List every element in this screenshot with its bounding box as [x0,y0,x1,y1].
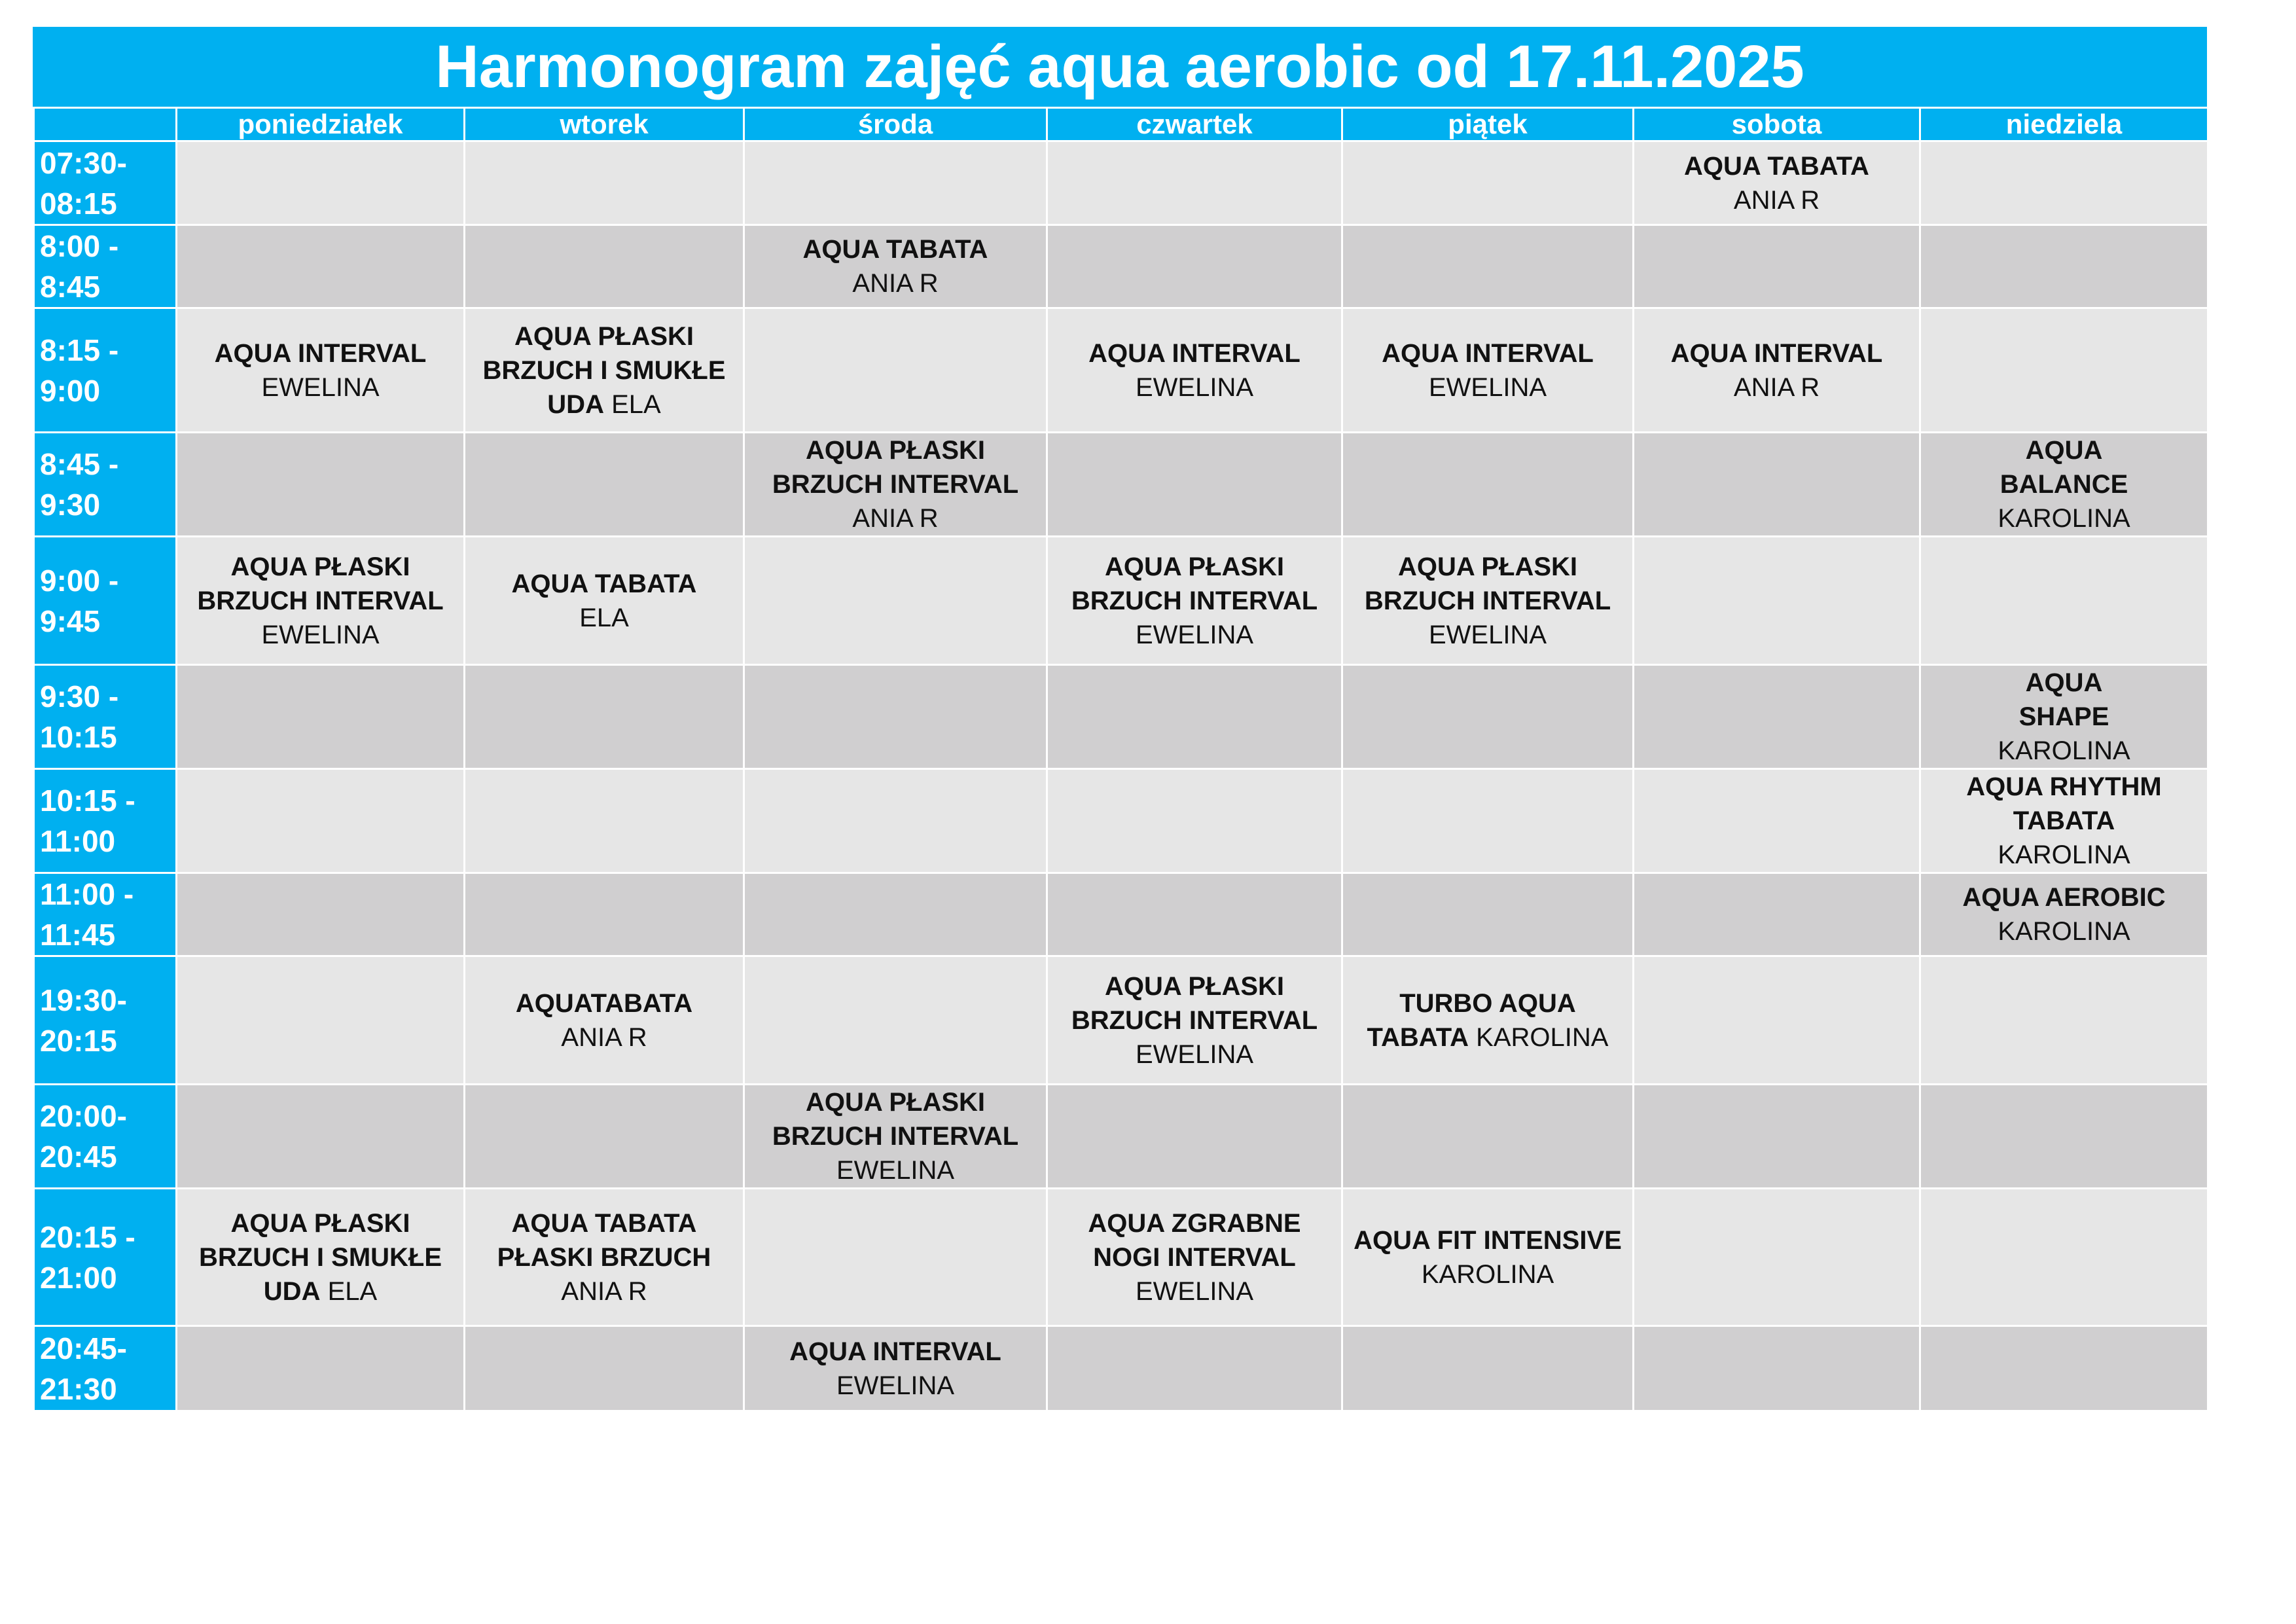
class-name-line [749,1085,1042,1119]
empty-cell [1342,873,1634,956]
schedule-body [34,141,2208,1411]
time-start: 8:00 - [40,229,119,263]
time-slot-label [34,1189,177,1326]
class-cell [465,956,744,1085]
class-name: AQUA AEROBIC [1962,883,2166,912]
class-name-line [181,550,459,584]
class-name-line [1925,666,2203,700]
class-name: BRZUCH INTERVAL [772,470,1019,499]
class-name: BRZUCH I SMUKŁE [198,1242,442,1272]
empty-cell [465,769,744,873]
empty-cell [1047,665,1342,769]
empty-cell [1047,225,1342,308]
class-name-line [469,986,739,1020]
class-name-line [1638,336,1915,370]
empty-cell [1047,1326,1342,1411]
class-cell [1342,308,1634,433]
empty-cell [744,537,1047,665]
instructor-name: ANIA R [852,269,939,298]
class-name: UDA [263,1276,321,1306]
class-name: AQUA [2025,668,2103,697]
time-slot-row [34,1085,2208,1189]
time-slot-row [34,433,2208,537]
instructor-name: ANIA R [561,1022,647,1052]
time-start: 19:30- [40,983,127,1017]
time-slot-row [34,537,2208,665]
class-name-line [1052,1206,1337,1240]
time-end: 10:15 [40,720,117,754]
empty-cell [1342,665,1634,769]
class-name-line [181,336,459,370]
time-end: 08:15 [40,186,117,221]
empty-cell [1634,537,1920,665]
time-slot-label [34,873,177,956]
empty-cell [744,308,1047,433]
empty-cell [744,769,1047,873]
instructor-name: ANIA R [561,1276,647,1306]
class-name-line [469,1240,739,1274]
instructor-name: KAROLINA [1421,1259,1554,1289]
empty-cell [465,873,744,956]
class-name: AQUA PŁASKI [805,436,986,465]
empty-cell [1920,1085,2208,1189]
time-start: 11:00 - [40,877,134,911]
empty-cell [1920,225,2208,308]
class-name-line [469,388,739,422]
class-name-line [749,433,1042,467]
class-name: AQUA TABATA [511,569,697,598]
time-start: 9:30 - [40,679,119,713]
empty-cell [744,1189,1047,1326]
instructor-name: EWELINA [1135,1039,1254,1069]
class-name: AQUA PŁASKI [1104,971,1285,1001]
class-cell [744,1085,1047,1189]
instructor-name: ANIA R [1733,372,1820,402]
instructor-name: EWELINA [836,1156,955,1185]
class-cell [1920,433,2208,537]
class-name-line [181,1274,459,1308]
class-name: AQUA PŁASKI [1104,552,1285,581]
class-name: AQUA PŁASKI [230,552,410,581]
empty-cell [1634,1326,1920,1411]
class-name: AQUA INTERVAL [1670,338,1883,368]
time-start: 9:00 - [40,563,119,598]
class-cell [177,1189,465,1326]
time-start: 8:15 - [40,333,119,367]
empty-cell [744,956,1047,1085]
day-header: piątek [1342,108,1634,141]
time-end: 20:15 [40,1023,117,1058]
class-name-line [1347,1020,1628,1055]
empty-cell [1920,141,2208,225]
time-slot-label [34,225,177,308]
time-slot-row [34,308,2208,433]
empty-cell [177,225,465,308]
empty-cell [465,1326,744,1411]
empty-cell [1920,956,2208,1085]
instructor-name: ELA [327,1276,378,1306]
class-name-line [1925,467,2203,501]
empty-cell [177,769,465,873]
class-name: AQUA [2025,436,2103,465]
time-slot-label [34,433,177,537]
empty-cell [177,1326,465,1411]
class-name-line [1638,149,1915,183]
class-name: AQUA PŁASKI [230,1208,410,1238]
class-name-line [1052,550,1337,584]
empty-cell [465,433,744,537]
time-slot-row [34,141,2208,225]
class-name-line [1347,1223,1628,1257]
instructor-name: ANIA R [852,504,939,533]
instructor-name: EWELINA [1135,620,1254,649]
class-name-line [749,1119,1042,1153]
time-slot-label [34,1326,177,1411]
time-start: 20:15 - [40,1219,135,1254]
class-cell [177,308,465,433]
class-name-line [1925,804,2203,838]
time-end: 8:45 [40,270,101,304]
class-name-line [1052,336,1337,370]
instructor-name: KAROLINA [1476,1022,1609,1052]
time-column-header [34,108,177,141]
empty-cell [465,665,744,769]
day-header: poniedziałek [177,108,465,141]
class-cell [1920,769,2208,873]
empty-cell [1920,308,2208,433]
class-cell [1342,537,1634,665]
instructor-name: EWELINA [261,620,380,649]
class-cell [1634,141,1920,225]
class-name-line [1052,1003,1337,1038]
empty-cell [744,141,1047,225]
instructor-name: EWELINA [1428,620,1547,649]
class-name-line [181,1240,459,1274]
time-slot-row [34,873,2208,956]
time-slot-label [34,141,177,225]
empty-cell [177,433,465,537]
time-start: 07:30- [40,145,127,180]
empty-cell [1634,769,1920,873]
instructor-name: EWELINA [1135,1276,1254,1306]
time-end: 11:45 [40,918,116,952]
instructor-name: ELA [611,389,661,419]
time-slot-row [34,769,2208,873]
empty-cell [465,1085,744,1189]
day-header: środa [744,108,1047,141]
class-cell [465,308,744,433]
class-name: BRZUCH INTERVAL [197,586,444,615]
class-name-line [1347,584,1628,618]
class-cell [465,1189,744,1326]
class-name: AQUA INTERVAL [214,338,427,368]
empty-cell [465,225,744,308]
time-end: 9:00 [40,373,101,408]
class-name: AQUA PŁASKI [514,321,694,351]
empty-cell [177,873,465,956]
instructor-name: EWELINA [836,1371,955,1400]
empty-cell [1634,956,1920,1085]
empty-cell [1634,665,1920,769]
time-slot-row [34,956,2208,1085]
time-end: 9:45 [40,604,101,638]
instructor-name: KAROLINA [1998,840,2130,869]
empty-cell [1634,1085,1920,1189]
time-slot-label [34,665,177,769]
class-name-line [181,584,459,618]
time-end: 9:30 [40,488,101,522]
time-end: 11:00 [40,824,116,858]
class-name-line [1347,550,1628,584]
empty-cell [1920,1189,2208,1326]
class-name: TABATA [1367,1022,1469,1052]
class-name-line [1925,770,2203,804]
class-cell [1634,308,1920,433]
empty-cell [1047,769,1342,873]
class-name: AQUA FIT INTENSIVE [1354,1225,1622,1255]
class-name: BRZUCH I SMUKŁE [482,355,726,385]
day-header-row [34,108,2208,141]
class-cell [744,225,1047,308]
time-slot-label [34,769,177,873]
empty-cell [1047,141,1342,225]
class-name-line [1925,880,2203,914]
class-name-line [1347,986,1628,1020]
class-name: AQUA PŁASKI [805,1088,986,1117]
time-end: 20:45 [40,1140,117,1174]
time-end: 21:30 [40,1371,117,1406]
class-cell [1047,537,1342,665]
time-start: 8:45 - [40,447,119,481]
empty-cell [1634,1189,1920,1326]
empty-cell [1634,225,1920,308]
class-cell [177,537,465,665]
empty-cell [1342,769,1634,873]
page-title: Harmonogram zajęć aqua aerobic od 17.11.2025 [33,27,2207,107]
empty-cell [177,141,465,225]
empty-cell [744,873,1047,956]
time-slot-row [34,1326,2208,1411]
instructor-name: EWELINA [261,372,380,402]
empty-cell [177,1085,465,1189]
empty-cell [177,956,465,1085]
day-header: wtorek [465,108,744,141]
time-slot-row [34,1189,2208,1326]
empty-cell [177,665,465,769]
empty-cell [1047,1085,1342,1189]
instructor-name: ELA [579,603,629,632]
time-start: 20:45- [40,1331,127,1365]
class-name: BRZUCH INTERVAL [1364,586,1611,615]
class-name: AQUA RHYTHM [1966,772,2162,801]
empty-cell [1342,1326,1634,1411]
instructor-name: EWELINA [1135,372,1254,402]
empty-cell [1342,225,1634,308]
time-slot-row [34,225,2208,308]
class-cell [744,433,1047,537]
class-cell [1047,1189,1342,1326]
class-name-line [469,567,739,601]
class-name: AQUA TABATA [1684,151,1869,181]
instructor-name: KAROLINA [1998,504,2130,533]
empty-cell [1047,433,1342,537]
class-name: SHAPE [2018,702,2109,731]
day-header: czwartek [1047,108,1342,141]
class-cell [744,1326,1047,1411]
schedule-sheet [33,27,2207,1412]
class-name: BRZUCH INTERVAL [772,1122,1019,1151]
class-name-line [181,1206,459,1240]
class-name: BRZUCH INTERVAL [1071,1005,1318,1035]
class-name: NOGI INTERVAL [1093,1242,1296,1272]
instructor-name: ANIA R [1733,185,1820,215]
class-name: AQUATABATA [515,988,693,1018]
class-name-line [1347,336,1628,370]
class-name: PŁASKI BRZUCH [497,1242,711,1272]
day-header: sobota [1634,108,1920,141]
time-slot-row [34,665,2208,769]
class-name-line [1052,584,1337,618]
empty-cell [1920,1326,2208,1411]
class-name-line [749,467,1042,501]
class-cell [1920,665,2208,769]
empty-cell [1634,873,1920,956]
class-name: AQUA INTERVAL [1088,338,1300,368]
class-name: AQUA ZGRABNE [1088,1208,1301,1238]
empty-cell [1342,141,1634,225]
time-slot-label [34,537,177,665]
class-name: AQUA TABATA [511,1208,697,1238]
class-name: TURBO AQUA [1399,988,1576,1018]
class-name-line [1052,969,1337,1003]
empty-cell [1342,1085,1634,1189]
day-header: niedziela [1920,108,2208,141]
class-name-line [469,353,739,388]
class-name: TABATA [2013,806,2115,835]
class-name: AQUA INTERVAL [1382,338,1594,368]
time-start: 10:15 - [40,784,135,818]
class-name: AQUA TABATA [802,235,988,264]
instructor-name: EWELINA [1428,372,1547,402]
class-name: UDA [547,389,604,419]
class-name-line [469,319,739,353]
class-cell [1047,308,1342,433]
class-name-line [749,232,1042,266]
class-cell [1047,956,1342,1085]
time-start: 20:00- [40,1099,127,1133]
class-cell [1920,873,2208,956]
empty-cell [465,141,744,225]
empty-cell [1342,433,1634,537]
class-name-line [1925,700,2203,734]
empty-cell [1920,537,2208,665]
class-name-line [469,1206,739,1240]
class-cell [1342,956,1634,1085]
instructor-name: KAROLINA [1998,917,2130,946]
empty-cell [1047,873,1342,956]
empty-cell [1634,433,1920,537]
class-name: BALANCE [2000,470,2128,499]
class-name-line [749,1335,1042,1369]
empty-cell [744,665,1047,769]
instructor-name: KAROLINA [1998,736,2130,765]
time-slot-label [34,308,177,433]
schedule-table [33,107,2209,1412]
class-name-line [1052,1240,1337,1274]
time-slot-label [34,1085,177,1189]
time-slot-label [34,956,177,1085]
class-cell [1342,1189,1634,1326]
time-end: 21:00 [40,1260,117,1295]
class-name: BRZUCH INTERVAL [1071,586,1318,615]
class-name-line [1925,433,2203,467]
class-name: AQUA PŁASKI [1397,552,1578,581]
class-name: AQUA INTERVAL [789,1337,1001,1366]
class-cell [465,537,744,665]
